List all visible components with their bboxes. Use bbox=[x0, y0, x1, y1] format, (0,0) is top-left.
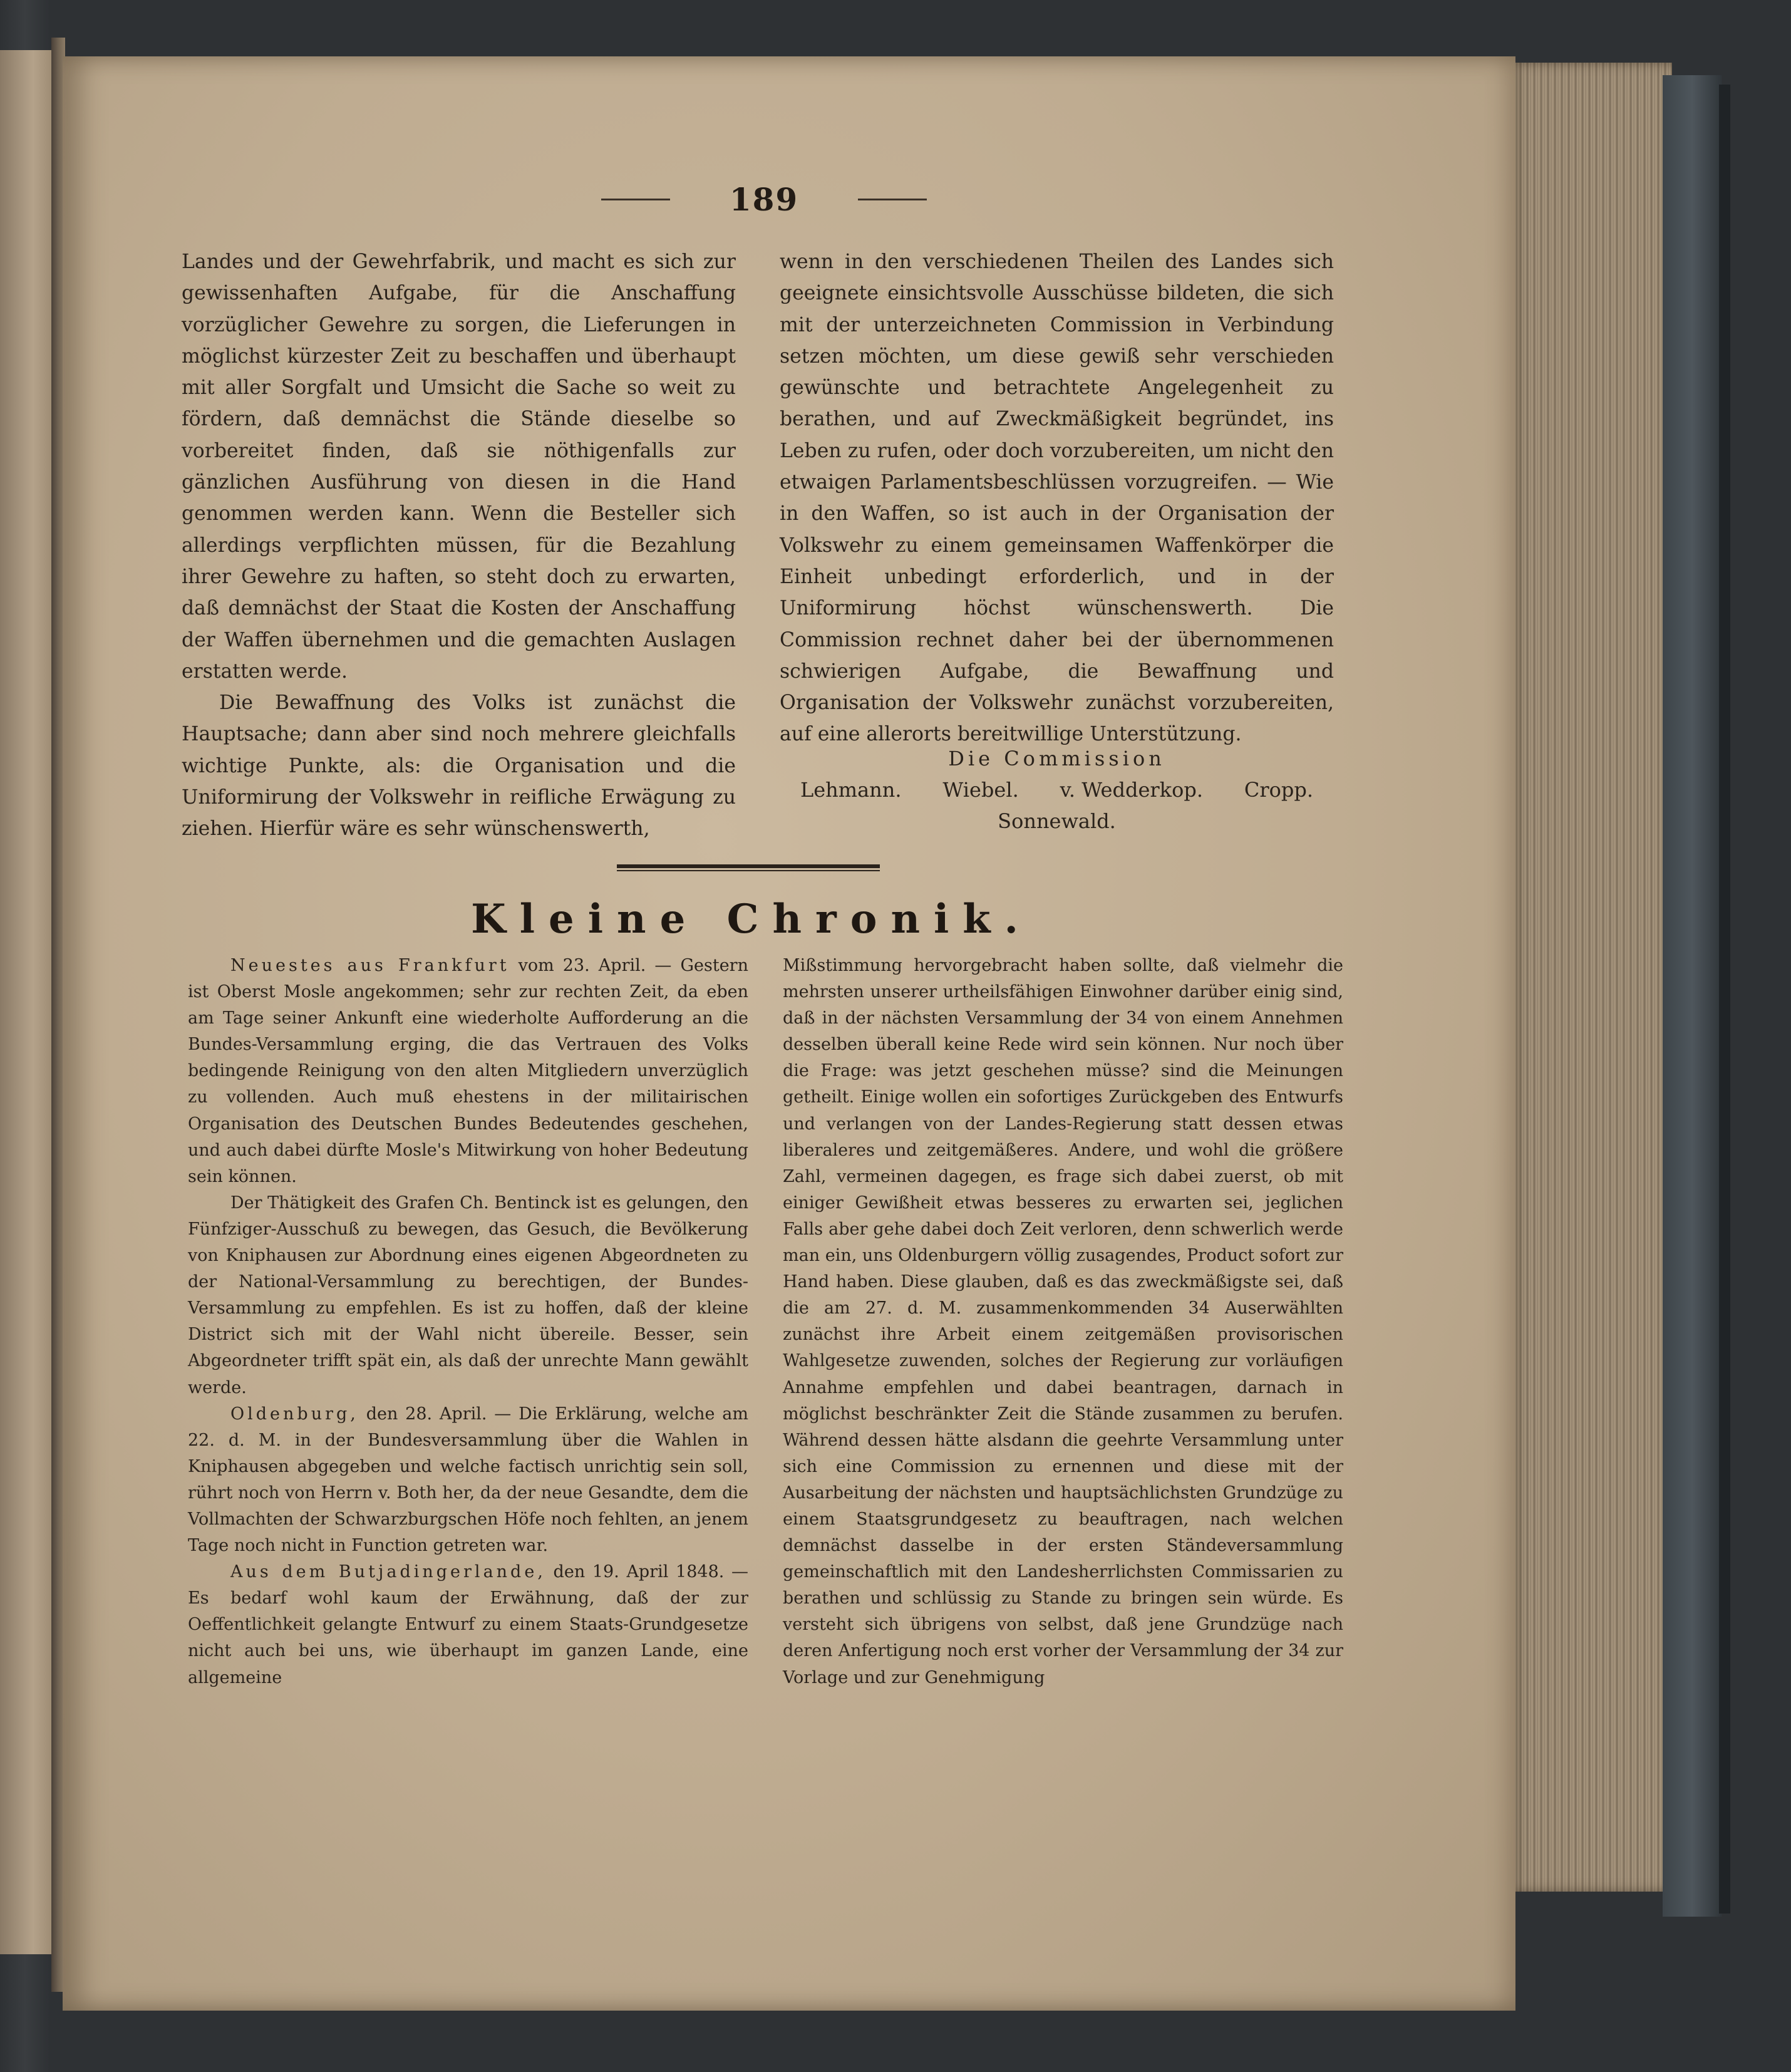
book-cover-shadow bbox=[1719, 85, 1730, 1914]
news-item bbox=[188, 1401, 748, 1560]
news-text: vom 23. April. — Gestern ist Oberst Mosle angekommen; sehr zur rechten Zeit, da eben am Tage seiner Ankunft eine wiederholte Aufforderung an die Bundes-Versammlung erging, die das Vertrauen des Volks bedingende Reinigung von den alten Mitgliedern unverzüglich zu vollenden. Auch muß ehestens in der militairischen Organisation des Deutschen Bundes Bedeutendes geschehen, und auch dabei dürfte Mosle's Mitwirkung von hoher Bedeutung sein können. bbox=[188, 956, 748, 1186]
header-rule-left bbox=[601, 199, 670, 200]
news-item bbox=[188, 1559, 748, 1691]
news-item: Der Thätigkeit des Grafen Ch. Bentinck ist es gelungen, den Fünfziger-Ausschuß zu bewegen, das Gesuch, die Bevölkerung von Kniphausen zur Abordnung eines eigenen Abgeordneten zu der National-Versammlung zu berechtigen, der Bundes-Versammlung zu empfehlen. Es ist zu hoffen, daß der kleine District sich mit der Wahl nicht übereile. Besser, sein Abgeordneter trifft spät ein, als daß der unrechte Mann gewählt werde. bbox=[188, 1193, 748, 1397]
left-page-edge bbox=[0, 50, 55, 1954]
section-title: Kleine Chronik. bbox=[471, 896, 1032, 943]
page-block-edges bbox=[1509, 63, 1672, 1892]
signature-name: Cropp. bbox=[1244, 778, 1314, 802]
paragraph: Die Bewaffnung des Volks ist zunächst die Hauptsache; dann aber sind noch mehrere gleichfalls wichtige Punkte, als: die Organisation und die Uniformirung der Volkswehr in reifliche Erwägung zu ziehen. Hierfür wäre es sehr wünschenswerth, bbox=[182, 692, 736, 841]
dateline: Neuestes aus Frankfurt bbox=[230, 956, 510, 975]
header-rule-right bbox=[858, 199, 927, 200]
commission-title: Die Commission bbox=[948, 747, 1165, 770]
news-text: den 28. April. — Die Erklärung, welche am 22. d. M. in der Bundesversammlung über die Wahlen in Kniphausen abgegeben und welche factisch unrichtig sein soll, rührt noch von Herrn v. Both her, da der neue Gesandte, dem die Vollmachten der Schwarzburgschen Höfe noch fehlten, an jenem Tage noch nicht in Function getreten war. bbox=[188, 1404, 748, 1556]
dateline: Oldenburg, bbox=[230, 1404, 359, 1424]
book-cover-edge bbox=[1663, 75, 1722, 1917]
page-number: 189 bbox=[729, 180, 799, 218]
paragraph: Landes und der Gewehrfabrik, und macht es sich zur gewissenhaften Aufgabe, für die Anschaffung vorzüglicher Gewehre zu sorgen, die Lieferungen in möglichst kürzester Zeit zu beschaffen und überhaupt mit aller Sorgfalt und Umsicht die Sache so weit zu fördern, daß demnächst die Stände dieselbe so vorbereitet finden, daß sie nöthigenfalls zur gänzlichen Ausführung von diesen in die Hand genommen werden kann. Wenn die Besteller sich allerdings verpflichten müssen, für die Bezahlung ihrer Gewehre zu haften, so steht doch zu erwarten, daß demnächst der Staat die Kosten der Anschaffung der Waffen übernehmen und die gemachten Auslagen erstatten werde. bbox=[182, 251, 736, 683]
chronik-left-column bbox=[188, 953, 748, 1691]
signature-names bbox=[780, 774, 1334, 805]
news-item bbox=[188, 953, 748, 1190]
dateline: Aus dem Butjadingerlande, bbox=[230, 1562, 546, 1582]
commission-signature-block bbox=[780, 743, 1334, 837]
chronik-right-column bbox=[783, 953, 1343, 1691]
signature-name: Wiebel. bbox=[942, 778, 1019, 802]
top-left-column bbox=[182, 246, 736, 845]
section-divider bbox=[617, 864, 880, 873]
news-text: den 19. April 1848. — Es bedarf wohl kaum der Erwähnung, daß der zur Oeffentlichkeit gelangte Entwurf zu einem Staats-Grundgesetze nicht auch bei uns, wie überhaupt im ganzen Lande, eine allgemeine bbox=[188, 1562, 748, 1687]
signature-name: v. Wedderkop. bbox=[1060, 778, 1203, 802]
news-item: Mißstimmung hervorgebracht haben sollte, daß vielmehr die mehrsten unserer urtheilsfähigen Einwohner darüber einig sind, daß in der nächsten Versammlung der 34 von einem Annehmen desselben überall keine Rede wird sein können. Nur noch über die Frage: was jetzt geschehen müsse? sind die Meinungen getheilt. Einige wollen ein sofortiges Zurückgeben des Entwurfs und verlangen von der Landes-Regierung statt dessen etwas liberaleres und zeitgemäßeres. Andere, und wohl die größere Zahl, vermeinen dagegen, es frage sich dabei zuerst, ob mit einiger Gewißheit etwas besseres zu erwarten sei, jeglichen Falls aber gehe dabei doch Zeit verloren, denn schwerlich werde man ein, uns Oldenburgern völlig zusagendes, Product sofort zur Hand haben. Diese glauben, daß es das zweckmäßigste sei, daß die am 27. d. M. zusammenkommenden 34 Auserwählten zunächst ihre Arbeit einem zeitgemäßen provisorischen Wahlgesetze zuwenden, solches der Regierung zur vorläufigen Annahme empfehlen und dabei beantragen, darnach in möglichst beschränkter Zeit die Stände zusammen zu berufen. Während dessen hätte alsdann die geehrte Versammlung unter sich eine Commission zu ernennen und diese mit der Ausarbeitung der nächsten und hauptsächlichsten Grundzüge zu einem Staatsgrundgesetz zu beauftragen, nach welchen demnächst dasselbe in der ersten Ständeversammlung gemeinschaftlich mit den Landesherrlichsten Commissarien zu berathen und schlüssig zu Stande zu bringen sein würde. Es versteht sich übrigens von selbst, daß jene Grundzüge nach deren Anfertigung noch erst vorher der Versammlung der 34 zur Vorlage und zur Genehmigung bbox=[783, 956, 1343, 1687]
signature-name: Lehmann. bbox=[800, 778, 902, 802]
top-right-column bbox=[780, 246, 1334, 750]
page-header bbox=[601, 180, 927, 218]
paragraph: wenn in den verschiedenen Theilen des Landes sich geeignete einsichtsvolle Ausschüsse bildeten, die sich mit der unterzeichneten Commission in Verbindung setzen möchten, um diese gewiß sehr verschieden gewünschte und betrachtete Angelegenheit zu berathen, und auf Zweckmäßigkeit begründet, ins Leben zu rufen, oder doch vorzubereiten, um nicht den etwaigen Parlamentsbeschlüssen vorzugreifen. — Wie in den Waffen, so ist auch in der Organisation der Volkswehr zu einem gemeinsamen Waffenkörper die Einheit unbedingt erforderlich, und in der Uniformirung höchst wünschenswerth. Die Commission rechnet daher bei der übernommenen schwierigen Aufgabe, die Bewaffnung und Organisation der Volkswehr zunächst vorzubereiten, auf eine allerorts bereitwillige Unterstützung. bbox=[780, 251, 1334, 746]
signature-name: Sonnewald. bbox=[998, 809, 1116, 833]
